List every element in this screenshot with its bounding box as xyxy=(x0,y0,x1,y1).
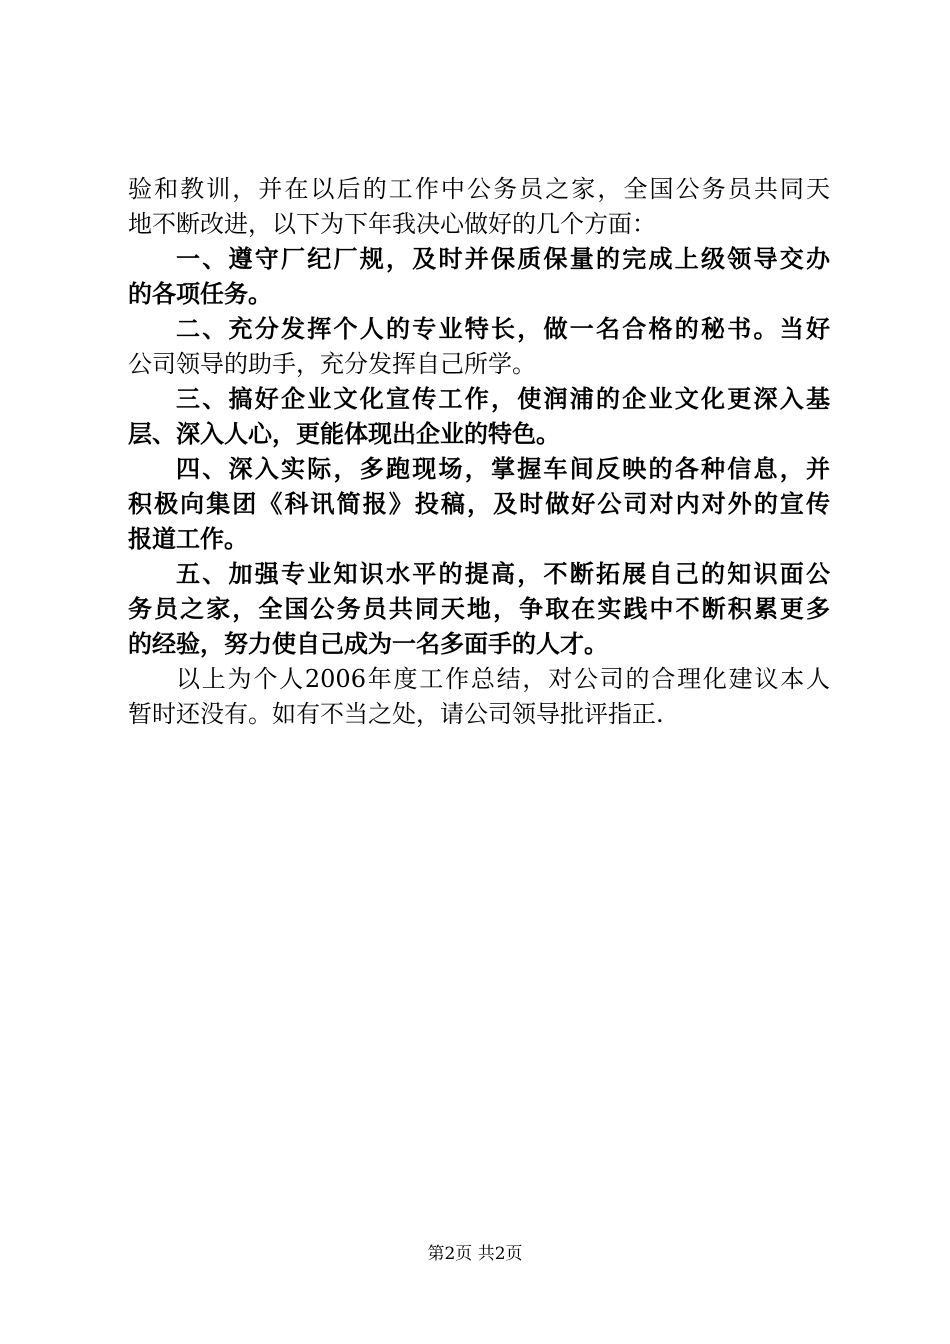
body-line: 三、搞好企业文化宣传工作，使润浦的企业文化更深入基 xyxy=(176,385,830,413)
body-line: 务员之家，全国公务员共同天地，争取在实践中不断积累更多 xyxy=(128,595,830,623)
body-line: 层、深入人心，更能体现出企业的特色。 xyxy=(128,420,560,448)
page-footer: 第2页 共2页 xyxy=(427,1244,523,1264)
document-body xyxy=(128,172,830,732)
body-line: 报道工作。 xyxy=(128,525,248,553)
body-line: 二、充分发挥个人的专业特长，做一名合格的秘书。当好 xyxy=(176,315,830,343)
body-line: 四、深入实际，多跑现场，掌握车间反映的各种信息，并 xyxy=(176,455,830,483)
body-line: 暂时还没有。如有不当之处，请公司领导批评指正. xyxy=(128,700,664,728)
body-line: 积极向集团《科讯简报》投稿，及时做好公司对内对外的宣传 xyxy=(128,490,830,518)
body-line: 公司领导的助手，充分发挥自己所学。 xyxy=(128,350,536,378)
body-line: 以上为个人2006年度工作总结，对公司的合理化建议本人 xyxy=(176,665,830,693)
body-line: 地不断改进，以下为下年我决心做好的几个方面： xyxy=(128,210,656,238)
body-line: 的各项任务。 xyxy=(128,280,272,308)
body-line: 一、遵守厂纪厂规，及时并保质保量的完成上级领导交办 xyxy=(176,245,830,273)
body-line: 的经验，努力使自己成为一名多面手的人才。 xyxy=(128,630,608,658)
body-line: 五、加强专业知识水平的提高，不断拓展自己的知识面公 xyxy=(176,560,830,588)
body-line: 验和教训，并在以后的工作中公务员之家，全国公务员共同天 xyxy=(128,175,830,203)
